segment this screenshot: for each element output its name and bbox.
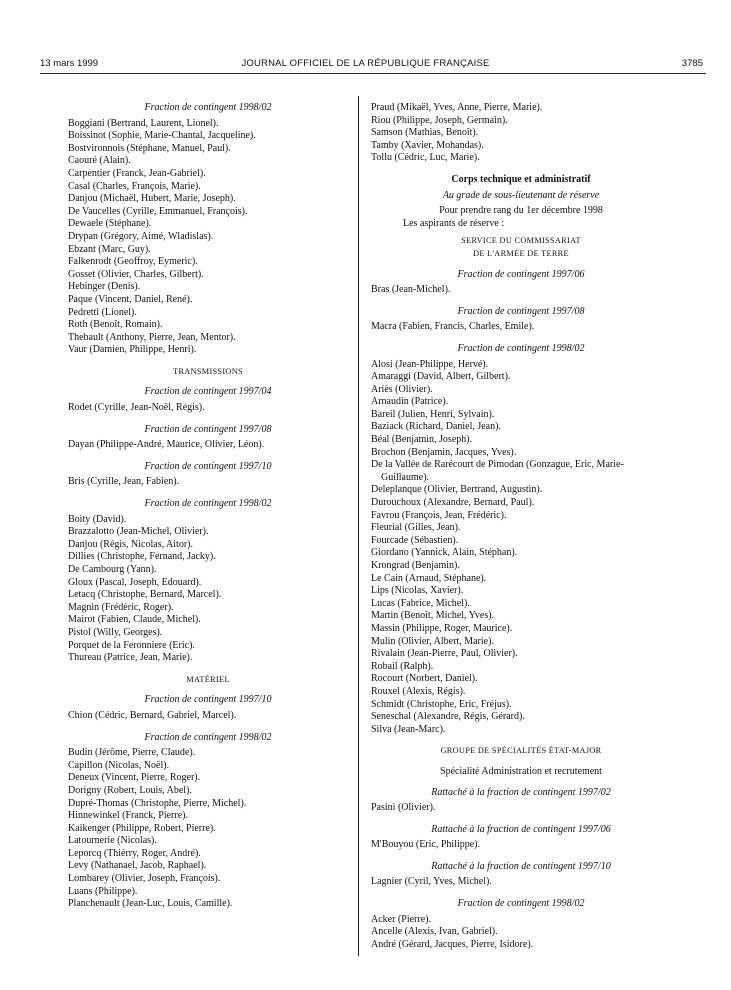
list-item: Paque (Vincent, Daniel, René). bbox=[68, 293, 193, 305]
journal-title: JOURNAL OFFICIEL DE LA RÉPUBLIQUE FRANÇAISE bbox=[241, 58, 490, 69]
list-item: Lagnier (Cyril, Yves, Michel). bbox=[371, 876, 492, 888]
list-item: Boity (David). bbox=[68, 513, 127, 525]
list-item: Planchenault (Jean-Luc, Louis, Camille). bbox=[68, 898, 233, 910]
list-item: Brazzalotto (Jean-Michel, Olivier). bbox=[68, 526, 209, 538]
list-item: Dupré-Thomas (Christophe, Pierre, Michel). bbox=[68, 797, 247, 809]
name-list bbox=[68, 476, 348, 489]
list-item: Samson (Mathias, Benoît). bbox=[371, 127, 479, 139]
list-item: Magnin (Frédéric, Roger). bbox=[68, 601, 174, 613]
list-item: Caouré (Alain). bbox=[68, 155, 131, 167]
section-heading: Fraction de contingent 1998/02 bbox=[144, 731, 272, 743]
list-item: Roth (Benoît, Romain). bbox=[68, 319, 163, 331]
list-item: Amaraggi (David, Albert, Gilbert). bbox=[371, 371, 511, 383]
left-column bbox=[68, 102, 348, 911]
list-item: Budin (Jérôme, Pierre, Claude). bbox=[68, 747, 196, 759]
list-item: Pedretti (Lionel). bbox=[68, 306, 137, 318]
list-item: Bris (Cyrille, Jean, Fabien). bbox=[68, 476, 180, 488]
list-item: Ancelle (Alexis, Ivan, Gabriel). bbox=[371, 926, 498, 938]
section-heading: Fraction de contingent 1997/08 bbox=[457, 305, 585, 317]
corps-heading: Corps technique et administratif bbox=[451, 173, 591, 185]
list-item: André (Gérard, Jacques, Pierre, Isidore). bbox=[371, 938, 534, 950]
list-item: Arnaudin (Patrice). bbox=[371, 396, 449, 408]
section-heading: Fraction de contingent 1997/10 bbox=[144, 694, 272, 706]
section-heading: Fraction de contingent 1998/02 bbox=[144, 498, 272, 510]
list-item: Macra (Fabien, Francis, Charles, Emile). bbox=[371, 321, 535, 333]
list-item: De Cambourg (Yann). bbox=[68, 564, 157, 575]
list-item: Béal (Benjamin, Joseph). bbox=[371, 434, 473, 446]
name-list bbox=[371, 839, 671, 852]
list-item: Vaur (Damien, Philippe, Henri). bbox=[68, 344, 197, 356]
list-item: De la Vallée de Rarécourt de Pimodan (Gonzague, Eric, Marie-Guillaume). bbox=[371, 459, 624, 483]
name-list bbox=[371, 284, 671, 297]
list-item: Boissinot (Sophie, Marie-Chantal, Jacqueline). bbox=[68, 130, 256, 142]
service-heading-line2: DE L'ARMÉE DE TERRE bbox=[473, 248, 569, 258]
list-item: Rivalain (Jean-Pierre, Paul, Olivier). bbox=[371, 648, 518, 660]
list-item: Favrou (François, Jean, Frédéric). bbox=[371, 509, 507, 521]
service-heading-line1: SERVICE DU COMMISSARIAT bbox=[461, 236, 581, 246]
name-list bbox=[68, 118, 348, 357]
name-list bbox=[371, 102, 671, 165]
list-item: Bareil (Julien, Henri, Sylvain). bbox=[371, 408, 495, 420]
section-heading: Rattaché à la fraction de contingent 1997/02 bbox=[431, 786, 611, 798]
name-list bbox=[68, 402, 348, 415]
list-item: Dorigny (Robert, Louis, Abel). bbox=[68, 784, 192, 796]
list-item: Fleurial (Gilles, Jean). bbox=[371, 522, 461, 534]
list-item: Ariès (Olivier). bbox=[371, 383, 433, 395]
list-item: Durouchoux (Alexandre, Bernard, Paul). bbox=[371, 497, 535, 509]
list-item: Rodet (Cyrille, Jean-Noël, Régis). bbox=[68, 402, 205, 414]
section-heading: Fraction de contingent 1998/02 bbox=[457, 342, 585, 354]
list-item: Dayan (Philippe-André, Maurice, Olivier, Léon). bbox=[68, 439, 265, 451]
list-item: Praud (Mikaël, Yves, Anne, Pierre, Marie). bbox=[371, 102, 543, 113]
list-item: Deleplanque (Olivier, Bertrand, Augustin). bbox=[371, 484, 543, 496]
list-item: Chion (Cédric, Bernard, Gabriel, Marcel). bbox=[68, 709, 237, 721]
name-list bbox=[371, 876, 671, 889]
list-item: Lucas (Fabrice, Michel). bbox=[371, 597, 470, 609]
list-item: Ebzant (Marc, Guy). bbox=[68, 243, 151, 255]
list-item: Danjou (Régis, Nicolas, Aitor). bbox=[68, 538, 193, 550]
list-item: Hinnewinkel (Franck, Pierre). bbox=[68, 810, 188, 822]
list-item: Krongrad (Benjamin). bbox=[371, 560, 460, 571]
list-item: Martin (Benoît, Michel, Yves). bbox=[371, 610, 495, 622]
branch-heading-materiel: MATÉRIEL bbox=[186, 674, 230, 684]
name-list bbox=[371, 359, 671, 737]
list-item: Mulin (Olivier, Albert, Marie). bbox=[371, 635, 494, 647]
list-item: Lombarey (Olivier, Joseph, François). bbox=[68, 873, 221, 885]
aspirants-label: Les aspirants de réserve : bbox=[403, 217, 505, 229]
list-item: Acker (Pierre). bbox=[371, 913, 431, 925]
section-heading: Rattaché à la fraction de contingent 1997/10 bbox=[431, 860, 611, 872]
list-item: Luans (Philippe). bbox=[68, 885, 138, 897]
list-item: Gloux (Pascal, Joseph, Edouard). bbox=[68, 576, 202, 588]
list-item: Rouxel (Alexis, Régis). bbox=[371, 685, 466, 697]
list-item: Casal (Charles, François, Marie). bbox=[68, 180, 201, 192]
list-item: Pistol (Willy, Georges). bbox=[68, 626, 163, 638]
list-item: Thebault (Anthony, Pierre, Jean, Mentor). bbox=[68, 331, 236, 343]
list-item: Baziack (Richard, Daniel, Jean). bbox=[371, 421, 501, 433]
section-heading: Fraction de contingent 1997/08 bbox=[144, 423, 272, 435]
page-number: 3785 bbox=[681, 58, 703, 69]
list-item: M'Bouyou (Eric, Philippe). bbox=[371, 839, 481, 851]
list-item: Fourcade (Sébastien). bbox=[371, 534, 459, 546]
list-item: Brochon (Benjamin, Jacques, Yves). bbox=[371, 446, 517, 458]
name-list bbox=[371, 802, 671, 815]
section-heading: Fraction de contingent 1998/02 bbox=[457, 898, 585, 910]
section-heading: Fraction de contingent 1997/06 bbox=[457, 268, 585, 280]
rank-date: Pour prendre rang du 1er décembre 1998 bbox=[439, 205, 603, 217]
list-item: Tamby (Xavier, Mohandas). bbox=[371, 139, 484, 151]
list-item: Silva (Jean-Marc). bbox=[371, 723, 446, 735]
name-list bbox=[371, 321, 671, 334]
name-list bbox=[68, 747, 348, 911]
list-item: Hebinger (Denis). bbox=[68, 281, 141, 293]
list-item: Dewaele (Stéphane). bbox=[68, 218, 152, 230]
list-item: Drypan (Grégory, Aimé, Wladislas). bbox=[68, 230, 214, 242]
list-item: Lips (Nicolas, Xavier). bbox=[371, 585, 464, 597]
groupe-heading: GROUPE DE SPÉCIALITÉS ÉTAT-MAJOR bbox=[440, 746, 602, 756]
name-list bbox=[371, 914, 671, 952]
right-column bbox=[371, 102, 671, 951]
list-item: Dillies (Christophe, Fernand, Jacky). bbox=[68, 551, 216, 563]
list-item: Boggiani (Bertrand, Laurent, Lionel). bbox=[68, 117, 219, 129]
list-item: Alosi (Jean-Philippe, Hervé). bbox=[371, 358, 489, 370]
header-rule bbox=[40, 73, 706, 74]
section-heading: Rattaché à la fraction de contingent 1997/06 bbox=[431, 823, 611, 835]
list-item: Danjou (Michaël, Hubert, Marie, Joseph). bbox=[68, 193, 236, 205]
list-item: Bras (Jean-Michel). bbox=[371, 284, 451, 296]
section-heading: Fraction de contingent 1997/10 bbox=[144, 460, 272, 472]
list-item: Le Cain (Arnaud, Stéphane). bbox=[371, 572, 487, 584]
section-heading: Fraction de contingent 1998/02 bbox=[144, 102, 272, 113]
list-item: Letacq (Christophe, Bernard, Marcel). bbox=[68, 589, 222, 601]
list-item: Latournerie (Nicolas). bbox=[68, 835, 157, 847]
list-item: Capillon (Nicolas, Noël). bbox=[68, 759, 170, 771]
list-item: Schmidt (Christophe, Eric, Fréjus). bbox=[371, 698, 512, 710]
list-item: Robail (Ralph). bbox=[371, 660, 434, 672]
list-item: Mairot (Fabien, Claude, Michel). bbox=[68, 614, 201, 626]
list-item: Leporcq (Thiérry, Roger, André). bbox=[68, 847, 201, 859]
header-date: 13 mars 1999 bbox=[40, 58, 99, 69]
grade-heading: Au grade de sous-lieutenant de réserve bbox=[442, 189, 600, 201]
name-list bbox=[68, 514, 348, 665]
list-item: Gosset (Olivier, Charles, Gilbert). bbox=[68, 268, 204, 280]
branch-heading-transmissions: TRANSMISSIONS bbox=[173, 366, 243, 376]
list-item: Riou (Philippe, Joseph, Germain). bbox=[371, 114, 508, 126]
list-item: Porquet de la Feronniere (Eric). bbox=[68, 639, 195, 651]
list-item: Bostvironnois (Stéphane, Manuel, Paul). bbox=[68, 142, 231, 154]
specialite-heading: Spécialité Administration et recrutement bbox=[440, 765, 602, 777]
list-item: Levy (Nathanael, Jacob, Raphael). bbox=[68, 860, 207, 872]
name-list bbox=[68, 439, 348, 452]
list-item: Rocourt (Norbert, Daniel). bbox=[371, 673, 478, 685]
list-item: Pasini (Olivier). bbox=[371, 802, 436, 814]
list-item: Kaikenger (Philippe, Robert, Pierre). bbox=[68, 822, 216, 834]
list-item: Falkenrodt (Geoffroy, Eymeric). bbox=[68, 256, 198, 268]
list-item: Giordano (Yannick, Alain, Stéphan). bbox=[371, 547, 518, 559]
list-item: Massin (Philippe, Roger, Maurice). bbox=[371, 622, 513, 634]
name-list bbox=[68, 710, 348, 723]
list-item: Deneux (Vincent, Pierre, Roger). bbox=[68, 772, 201, 784]
list-item: Carpentier (Franck, Jean-Gabriel). bbox=[68, 167, 206, 179]
column-divider bbox=[358, 96, 359, 956]
list-item: Seneschal (Alexandre, Régis, Gérard). bbox=[371, 711, 525, 723]
section-heading: Fraction de contingent 1997/04 bbox=[144, 386, 272, 398]
list-item: De Vaucelles (Cyrille, Emmanuel, François). bbox=[68, 205, 248, 217]
list-item: Thureau (Patrice, Jean, Marie). bbox=[68, 652, 193, 664]
list-item: Tollu (Cédric, Luc, Marie). bbox=[371, 152, 480, 164]
